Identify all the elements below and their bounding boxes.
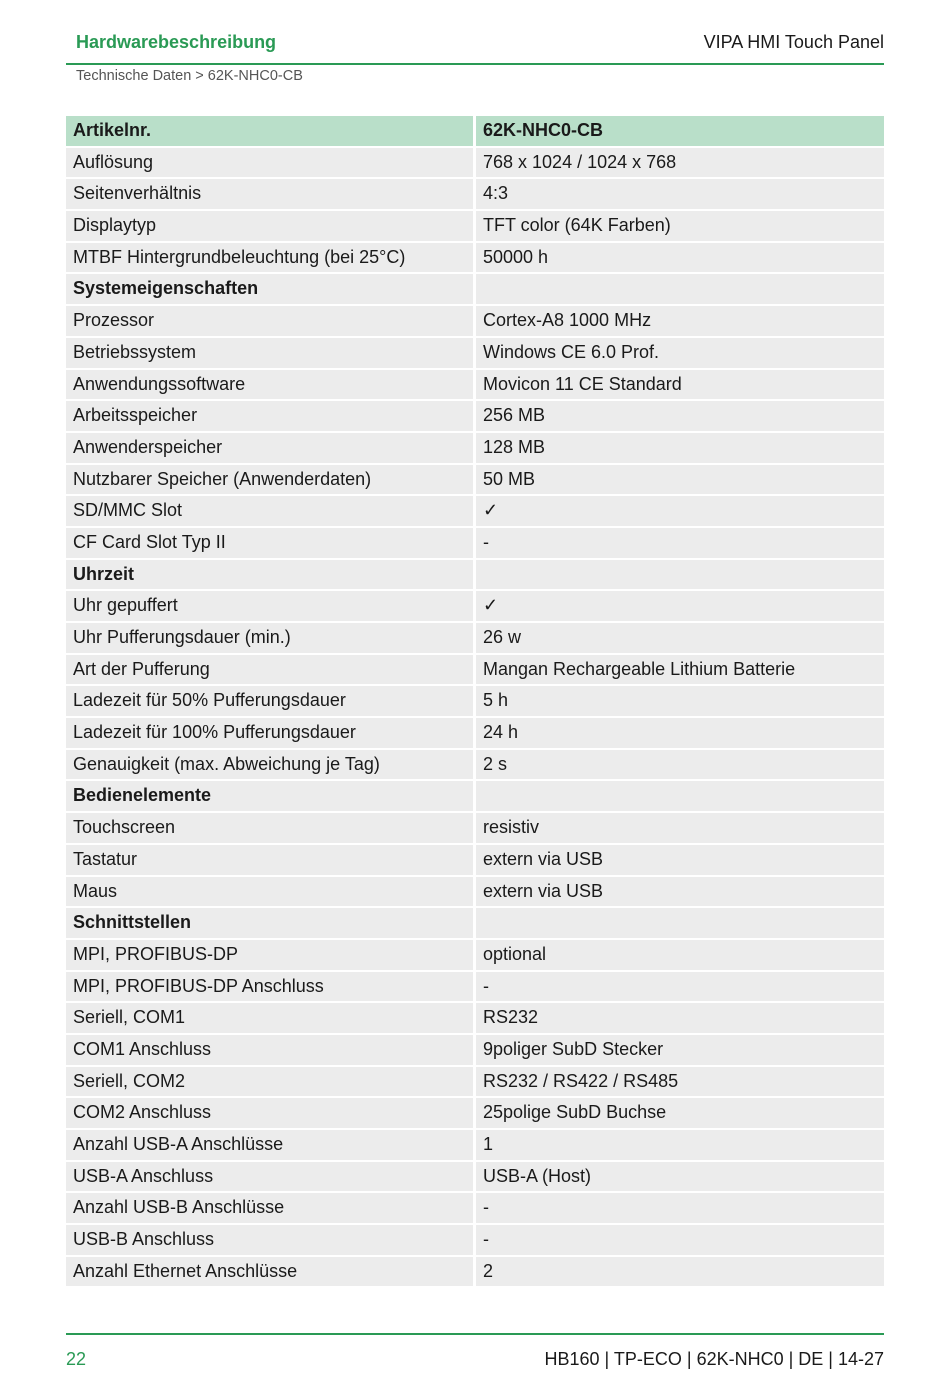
document-reference: HB160 | TP-ECO | 62K-NHC0 | DE | 14-27 bbox=[544, 1349, 884, 1369]
spec-value: 62K-NHC0-CB bbox=[476, 116, 884, 146]
spec-value: 768 x 1024 / 1024 x 768 bbox=[476, 148, 884, 178]
table-group-row bbox=[66, 781, 884, 813]
footer-divider bbox=[66, 1333, 884, 1335]
table-group-row bbox=[66, 560, 884, 592]
table-row bbox=[66, 211, 884, 243]
spec-value: 1 bbox=[476, 1130, 884, 1160]
spec-label: Uhr gepuffert bbox=[66, 591, 473, 621]
table-row bbox=[66, 306, 884, 338]
spec-value: 4:3 bbox=[476, 179, 884, 209]
spec-label: Nutzbarer Speicher (Anwenderdaten) bbox=[66, 465, 473, 495]
spec-value bbox=[476, 781, 884, 811]
spec-label: Auflösung bbox=[66, 148, 473, 178]
spec-label: USB-B Anschluss bbox=[66, 1225, 473, 1255]
table-row bbox=[66, 1003, 884, 1035]
spec-value: 9poliger SubD Stecker bbox=[476, 1035, 884, 1065]
product-title: VIPA HMI Touch Panel bbox=[703, 32, 884, 52]
table-row bbox=[66, 401, 884, 433]
spec-value: TFT color (64K Farben) bbox=[476, 211, 884, 241]
table-row bbox=[66, 1130, 884, 1162]
spec-value: ✓ bbox=[476, 591, 884, 621]
spec-label: Betriebssystem bbox=[66, 338, 473, 368]
spec-value: Mangan Rechargeable Lithium Batterie bbox=[476, 655, 884, 685]
spec-label: Anwendungssoftware bbox=[66, 370, 473, 400]
spec-value: extern via USB bbox=[476, 845, 884, 875]
spec-label: Arbeitsspeicher bbox=[66, 401, 473, 431]
spec-label: MPI, PROFIBUS-DP bbox=[66, 940, 473, 970]
spec-value: 25polige SubD Buchse bbox=[476, 1098, 884, 1128]
table-group-row bbox=[66, 908, 884, 940]
spec-value: 50000 h bbox=[476, 243, 884, 273]
spec-label: MTBF Hintergrundbeleuchtung (bei 25°C) bbox=[66, 243, 473, 273]
spec-label: COM2 Anschluss bbox=[66, 1098, 473, 1128]
spec-label: Anzahl USB-A Anschlüsse bbox=[66, 1130, 473, 1160]
spec-label: SD/MMC Slot bbox=[66, 496, 473, 526]
spec-value: 5 h bbox=[476, 686, 884, 716]
spec-label: Anzahl Ethernet Anschlüsse bbox=[66, 1257, 473, 1287]
spec-label: Prozessor bbox=[66, 306, 473, 336]
spec-label: Displaytyp bbox=[66, 211, 473, 241]
spec-label: Uhrzeit bbox=[66, 560, 473, 590]
table-group-row bbox=[66, 274, 884, 306]
table-row bbox=[66, 718, 884, 750]
table-header-row bbox=[66, 116, 884, 148]
spec-value bbox=[476, 908, 884, 938]
spec-value bbox=[476, 560, 884, 590]
section-title: Hardwarebeschreibung bbox=[76, 32, 277, 52]
spec-table bbox=[66, 116, 884, 1288]
spec-label: Artikelnr. bbox=[66, 116, 473, 146]
spec-label: Art der Pufferung bbox=[66, 655, 473, 685]
page-number: 22 bbox=[66, 1349, 87, 1369]
spec-label: CF Card Slot Typ II bbox=[66, 528, 473, 558]
page-header bbox=[76, 32, 884, 64]
spec-value: Windows CE 6.0 Prof. bbox=[476, 338, 884, 368]
spec-value: 128 MB bbox=[476, 433, 884, 463]
table-row bbox=[66, 528, 884, 560]
spec-label: Anwenderspeicher bbox=[66, 433, 473, 463]
spec-value: - bbox=[476, 1225, 884, 1255]
spec-label: Seriell, COM1 bbox=[66, 1003, 473, 1033]
table-row bbox=[66, 1098, 884, 1130]
spec-label: Systemeigenschaften bbox=[66, 274, 473, 304]
spec-label: Ladezeit für 100% Pufferungsdauer bbox=[66, 718, 473, 748]
table-row bbox=[66, 243, 884, 275]
table-row bbox=[66, 591, 884, 623]
spec-label: MPI, PROFIBUS-DP Anschluss bbox=[66, 972, 473, 1002]
table-row bbox=[66, 179, 884, 211]
table-row bbox=[66, 1162, 884, 1194]
spec-value: RS232 / RS422 / RS485 bbox=[476, 1067, 884, 1097]
spec-label: Seitenverhältnis bbox=[66, 179, 473, 209]
table-row bbox=[66, 972, 884, 1004]
spec-value: Cortex-A8 1000 MHz bbox=[476, 306, 884, 336]
spec-value: 256 MB bbox=[476, 401, 884, 431]
spec-value: resistiv bbox=[476, 813, 884, 843]
spec-value bbox=[476, 274, 884, 304]
table-row bbox=[66, 338, 884, 370]
spec-value: optional bbox=[476, 940, 884, 970]
spec-value: - bbox=[476, 972, 884, 1002]
table-row bbox=[66, 148, 884, 180]
spec-value: USB-A (Host) bbox=[476, 1162, 884, 1192]
spec-value: 2 bbox=[476, 1257, 884, 1287]
spec-label: Bedienelemente bbox=[66, 781, 473, 811]
spec-label: Seriell, COM2 bbox=[66, 1067, 473, 1097]
table-row bbox=[66, 496, 884, 528]
spec-value: ✓ bbox=[476, 496, 884, 526]
spec-label: COM1 Anschluss bbox=[66, 1035, 473, 1065]
spec-label: Schnittstellen bbox=[66, 908, 473, 938]
header-divider bbox=[66, 63, 884, 65]
spec-value: extern via USB bbox=[476, 877, 884, 907]
spec-value: RS232 bbox=[476, 1003, 884, 1033]
table-row bbox=[66, 813, 884, 845]
spec-label: Uhr Pufferungsdauer (min.) bbox=[66, 623, 473, 653]
spec-label: Tastatur bbox=[66, 845, 473, 875]
table-row bbox=[66, 940, 884, 972]
spec-label: Touchscreen bbox=[66, 813, 473, 843]
table-row bbox=[66, 877, 884, 909]
table-row bbox=[66, 623, 884, 655]
table-row bbox=[66, 1067, 884, 1099]
spec-value: 24 h bbox=[476, 718, 884, 748]
spec-value: 2 s bbox=[476, 750, 884, 780]
table-row bbox=[66, 750, 884, 782]
table-row bbox=[66, 1193, 884, 1225]
table-row bbox=[66, 370, 884, 402]
table-row bbox=[66, 433, 884, 465]
spec-value: Movicon 11 CE Standard bbox=[476, 370, 884, 400]
table-row bbox=[66, 1225, 884, 1257]
table-row bbox=[66, 845, 884, 877]
table-row bbox=[66, 1035, 884, 1067]
spec-label: USB-A Anschluss bbox=[66, 1162, 473, 1192]
spec-label: Ladezeit für 50% Pufferungsdauer bbox=[66, 686, 473, 716]
spec-value: 26 w bbox=[476, 623, 884, 653]
spec-value: - bbox=[476, 528, 884, 558]
spec-value: - bbox=[476, 1193, 884, 1223]
table-row bbox=[66, 465, 884, 497]
table-row bbox=[66, 686, 884, 718]
table-row bbox=[66, 1257, 884, 1289]
spec-label: Maus bbox=[66, 877, 473, 907]
spec-label: Genauigkeit (max. Abweichung je Tag) bbox=[66, 750, 473, 780]
table-row bbox=[66, 655, 884, 687]
breadcrumb: Technische Daten > 62K-NHC0-CB bbox=[76, 68, 303, 84]
spec-label: Anzahl USB-B Anschlüsse bbox=[66, 1193, 473, 1223]
spec-value: 50 MB bbox=[476, 465, 884, 495]
